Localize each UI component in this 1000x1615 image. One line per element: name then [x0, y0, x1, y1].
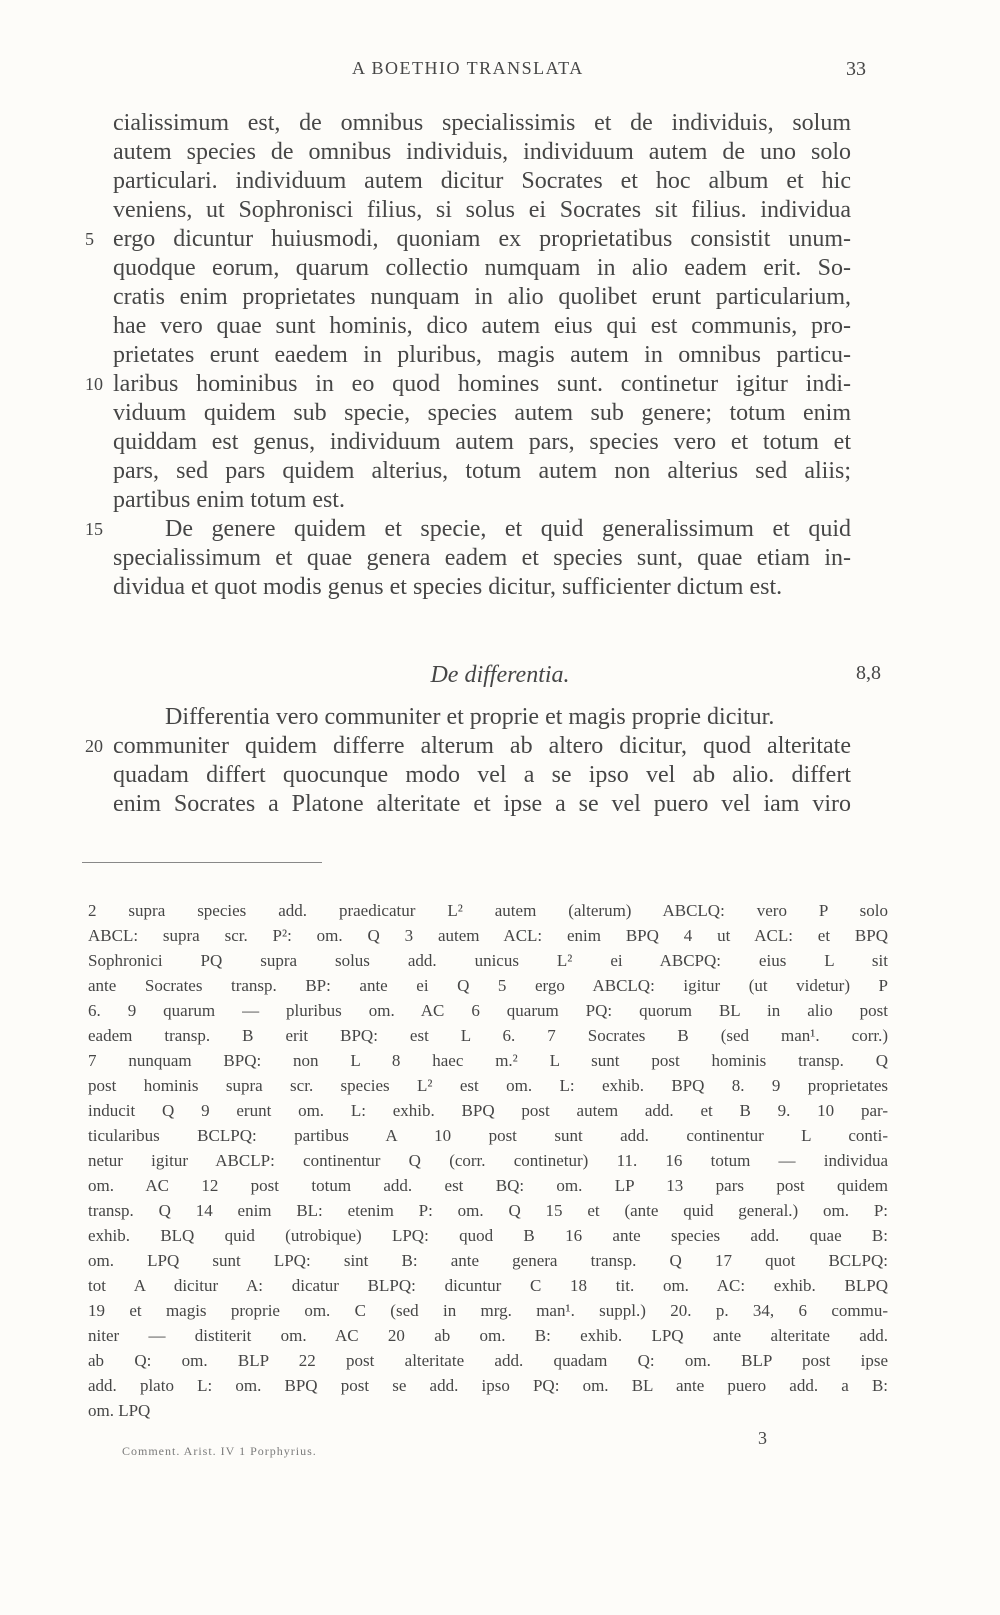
text-line: hae vero quae sunt hominis, dico autem eius qui est communis, pro-	[113, 313, 851, 339]
text-line: De genere quidem et specie, et quid generalissimum et quid	[165, 516, 851, 542]
footnote-line: 19 et magis proprie om. C (sed in mrg. man¹. suppl.) 20. p. 34, 6 commu-	[88, 1301, 888, 1320]
text-line: communiter quidem differre alterum ab altero dicitur, quod alteritate	[113, 733, 851, 759]
footnote-line: 6. 9 quarum — pluribus om. AC 6 quarum PQ: quorum BL in alio post	[88, 1001, 888, 1020]
line-number: 15	[85, 519, 103, 539]
imprint-line: Comment. Arist. IV 1 Porphyrius.	[122, 1444, 317, 1458]
footnote-line: tot A dicitur A: dicatur BLPQ: dicuntur C 18 tit. om. AC: exhib. BLPQ	[88, 1276, 888, 1295]
footnote-line: Sophronici PQ supra solus add. unicus L² ei ABCPQ: eius L sit	[88, 951, 888, 970]
footnote-divider	[82, 862, 322, 863]
page-number: 33	[846, 58, 866, 80]
footnote-line: add. plato L: om. BPQ post se add. ipso PQ: om. BL ante puero add. a B:	[88, 1376, 888, 1395]
footnote-line: ab Q: om. BLP 22 post alteritate add. quadam Q: om. BLP post ipse	[88, 1351, 888, 1370]
text-line: dividua et quot modis genus et species dicitur, sufficienter dictum est.	[113, 574, 783, 600]
text-line: partibus enim totum est.	[113, 487, 345, 513]
page-header	[0, 58, 1000, 88]
footnote-line: om. LPQ sunt LPQ: sint B: ante genera transp. Q 17 quot BCLPQ:	[88, 1251, 888, 1270]
footnote-line: exhib. BLQ quid (utrobique) LPQ: quod B 16 ante species add. quae B:	[88, 1226, 888, 1245]
footnote-line: niter — distiterit om. AC 20 ab om. B: exhib. LPQ ante alteritate add.	[88, 1326, 888, 1345]
running-title: A BOETHIO TRANSLATA	[352, 58, 584, 78]
section-heading: De differentia.	[430, 662, 570, 688]
footnote-line: inducit Q 9 erunt om. L: exhib. BPQ post autem add. et B 9. 10 par-	[88, 1101, 888, 1120]
section-reference: 8,8	[856, 662, 881, 684]
line-number: 20	[85, 736, 103, 756]
line-number: 10	[85, 374, 103, 394]
footnote-line: post hominis supra scr. species L² est om. L: exhib. BPQ 8. 9 proprietates	[88, 1076, 888, 1095]
footnote-line: om. LPQ	[88, 1401, 151, 1420]
text-line: quadam differt quocunque modo vel a se ipso vel ab alio. differt	[113, 762, 851, 788]
text-line: specialissimum et quae genera eadem et species sunt, quae etiam in-	[113, 545, 851, 571]
footnote-line: 2 supra species add. praedicatur L² autem (alterum) ABCLQ: vero P solo	[88, 901, 888, 920]
text-line: cialissimum est, de omnibus specialissimis et de individuis, solum	[113, 110, 851, 136]
text-line: viduum quidem sub specie, species autem sub genere; totum enim	[113, 400, 851, 426]
signature-mark: 3	[758, 1428, 767, 1448]
text-line: quodque eorum, quarum collectio numquam in alio eadem erit. So-	[113, 255, 851, 281]
text-line: laribus hominibus in eo quod homines sunt. continetur igitur indi-	[113, 371, 851, 397]
line-number: 5	[85, 229, 94, 249]
footnote-line: ABCL: supra scr. P²: om. Q 3 autem ACL: enim BPQ 4 ut ACL: et BPQ	[88, 926, 888, 945]
text-line: Differentia vero communiter et proprie et magis proprie dicitur.	[165, 704, 775, 730]
footnote-line: ante Socrates transp. BP: ante ei Q 5 ergo ABCLQ: igitur (ut videtur) P	[88, 976, 888, 995]
text-line: cratis enim proprietates nunquam in alio quolibet erunt particularium,	[113, 284, 851, 310]
footnote-line: ticularibus BCLPQ: partibus A 10 post sunt add. continentur L conti-	[88, 1126, 888, 1145]
text-line: particulari. individuum autem dicitur Socrates et hoc album et hic	[113, 168, 851, 194]
text-line: prietates erunt eaedem in pluribus, magis autem in omnibus particu-	[113, 342, 851, 368]
footnote-line: eadem transp. B erit BPQ: est L 6. 7 Socrates B (sed man¹. corr.)	[88, 1026, 888, 1045]
footnote-line: 7 nunquam BPQ: non L 8 haec m.² L sunt post hominis transp. Q	[88, 1051, 888, 1070]
footnote-line: netur igitur ABCLP: continentur Q (corr. continetur) 11. 16 totum — individua	[88, 1151, 888, 1170]
text-line: enim Socrates a Platone alteritate et ipse a se vel puero vel iam viro	[113, 791, 851, 817]
text-line: veniens, ut Sophronisci filius, si solus ei Socrates sit filius. individua	[113, 197, 851, 223]
footnote-line: om. AC 12 post totum add. est BQ: om. LP 13 pars post quidem	[88, 1176, 888, 1195]
text-line: pars, sed pars quidem alterius, totum autem non alterius sed aliis;	[113, 458, 851, 484]
text-line: quiddam est genus, individuum autem pars, species vero et totum et	[113, 429, 851, 455]
footnote-line: transp. Q 14 enim BL: etenim P: om. Q 15 et (ante quid general.) om. P:	[88, 1201, 888, 1220]
text-line: ergo dicuntur huiusmodi, quoniam ex proprietatibus consistit unum-	[113, 226, 851, 252]
text-line: autem species de omnibus individuis, individuum autem de uno solo	[113, 139, 851, 165]
